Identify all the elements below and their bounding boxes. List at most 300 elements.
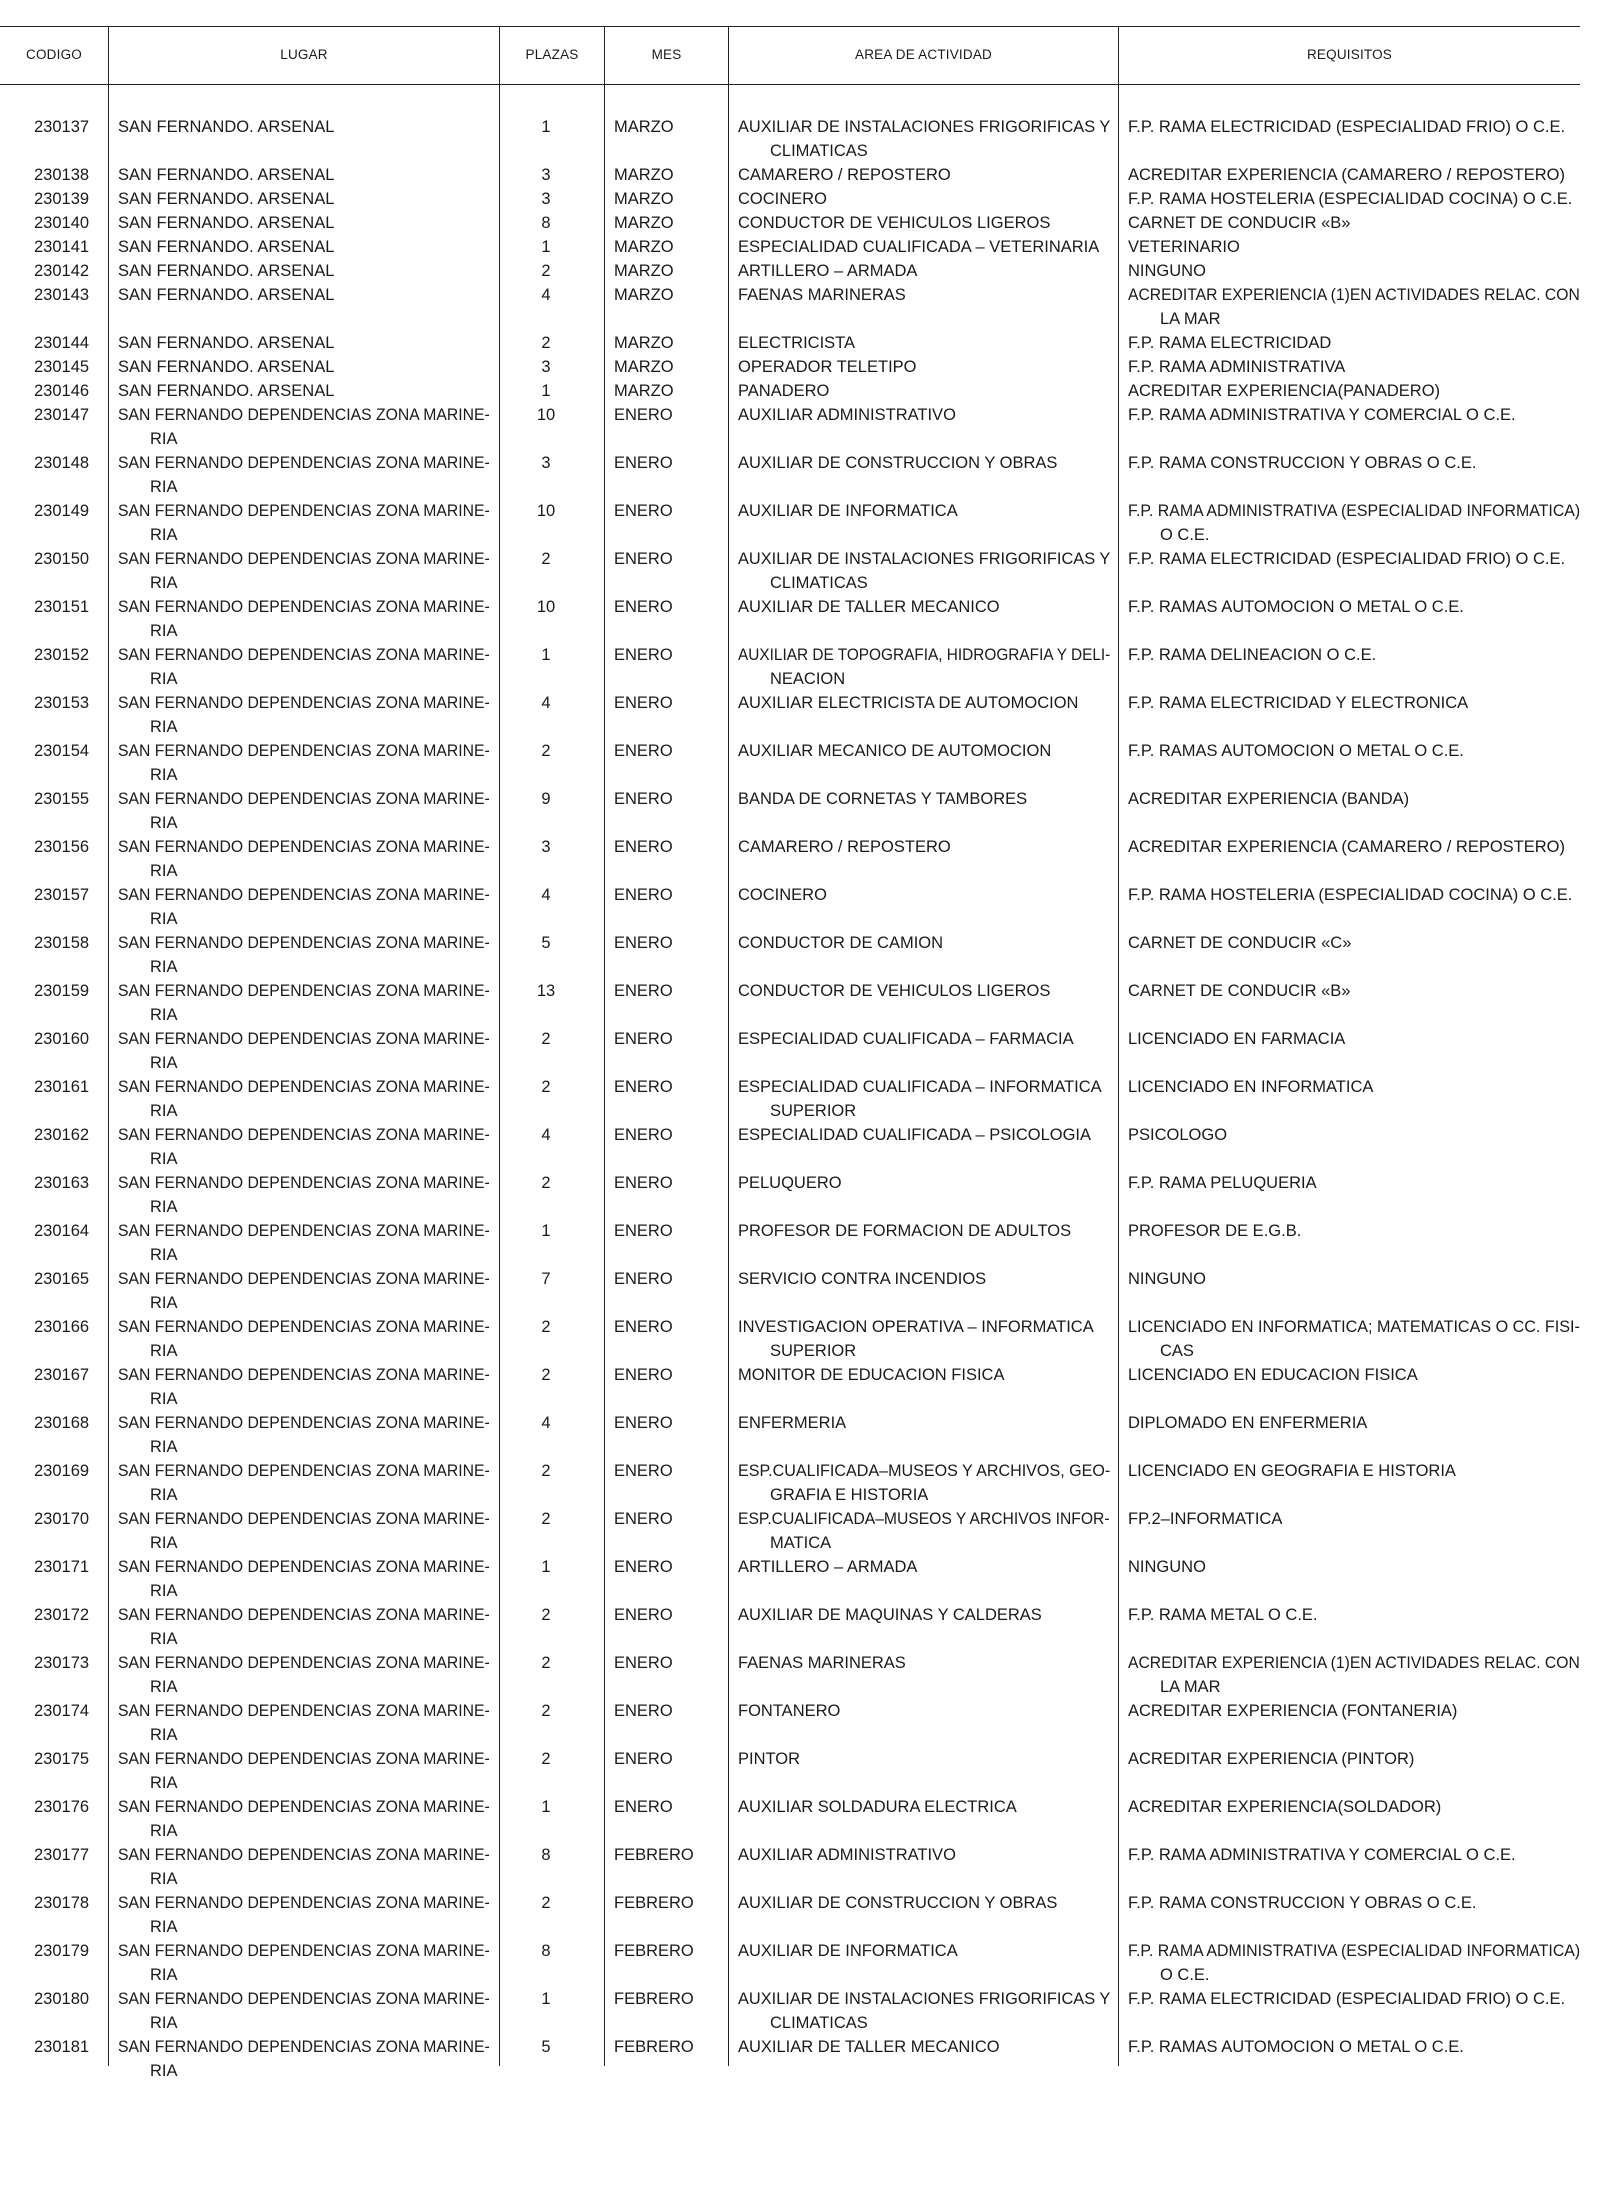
cell-lugar-line: RIA: [150, 2062, 178, 2080]
cell-mes: ENERO: [614, 1606, 673, 1624]
cell-lugar-line: RIA: [150, 1870, 178, 1888]
cell-lugar-line: RIA: [150, 1390, 178, 1408]
cell-codigo: 230140: [34, 214, 90, 232]
table-row: [0, 115, 1580, 163]
cell-lugar-line: RIA: [150, 1342, 178, 1360]
header-mes: MES: [651, 47, 682, 62]
cell-area: [738, 163, 1110, 187]
cell-requisitos: [1128, 1939, 1580, 1987]
cell-lugar-line: RIA: [150, 1150, 178, 1168]
cell-mes: MARZO: [614, 286, 674, 304]
cell-lugar-line: RIA: [150, 766, 178, 784]
cell-area-line: MONITOR DE EDUCACION FISICA: [738, 1366, 1005, 1384]
cell-codigo: 230152: [34, 646, 90, 664]
cell-codigo: 230155: [34, 790, 90, 808]
cell-lugar: [118, 451, 490, 499]
cell-codigo: 230154: [34, 742, 90, 760]
cell-area-line: ARTILLERO – ARMADA: [738, 1558, 918, 1576]
table-row: [0, 1267, 1580, 1315]
cell-codigo: 230171: [34, 1558, 90, 1576]
table-row: [0, 1411, 1580, 1459]
cell-area-line: ELECTRICISTA: [738, 334, 856, 352]
cell-mes: ENERO: [614, 1126, 673, 1144]
table-row: [0, 451, 1580, 499]
cell-area: [738, 235, 1110, 259]
cell-lugar: [118, 1651, 490, 1699]
cell-lugar-line: RIA: [150, 1486, 178, 1504]
header-lugar: LUGAR: [280, 47, 328, 62]
cell-area-line: INVESTIGACION OPERATIVA – INFORMATICA: [738, 1318, 1094, 1336]
cell-requisitos: [1128, 355, 1580, 379]
cell-mes: ENERO: [614, 1750, 673, 1768]
cell-lugar-line: SAN FERNANDO. ARSENAL: [118, 118, 335, 136]
cell-lugar-line: SAN FERNANDO DEPENDENCIAS ZONA MARINE-: [118, 1798, 490, 1816]
cell-requisitos: [1128, 1315, 1580, 1363]
cell-area: [738, 1939, 1110, 1963]
cell-lugar-line: SAN FERNANDO DEPENDENCIAS ZONA MARINE-: [118, 1318, 490, 1336]
cell-mes: ENERO: [614, 1174, 673, 1192]
cell-requisitos-line: DIPLOMADO EN ENFERMERIA: [1128, 1414, 1368, 1432]
table-row: [0, 379, 1580, 403]
table-row: [0, 1363, 1580, 1411]
cell-mes: ENERO: [614, 1702, 673, 1720]
cell-lugar: [118, 379, 490, 403]
header-area: AREA DE ACTIVIDAD: [855, 47, 992, 62]
cell-mes: MARZO: [614, 214, 674, 232]
cell-lugar-line: RIA: [150, 1630, 178, 1648]
cell-codigo: 230176: [34, 1798, 90, 1816]
cell-requisitos-line: LICENCIADO EN GEOGRAFIA E HISTORIA: [1128, 1462, 1456, 1480]
cell-requisitos: [1128, 1267, 1580, 1291]
cell-lugar-line: RIA: [150, 1534, 178, 1552]
cell-requisitos: [1128, 1219, 1580, 1243]
cell-lugar-line: SAN FERNANDO. ARSENAL: [118, 358, 335, 376]
cell-lugar: [118, 835, 490, 883]
cell-requisitos: [1128, 1795, 1580, 1819]
cell-lugar-line: SAN FERNANDO DEPENDENCIAS ZONA MARINE-: [118, 1222, 490, 1240]
cell-area: [738, 1363, 1110, 1387]
cell-requisitos: [1128, 1699, 1580, 1723]
cell-codigo: 230139: [34, 190, 90, 208]
cell-lugar: [118, 643, 490, 691]
cell-area-line: AUXILIAR ADMINISTRATIVO: [738, 1846, 956, 1864]
cell-area-line: COCINERO: [738, 886, 827, 904]
cell-lugar: [118, 1507, 490, 1555]
cell-area: [738, 1891, 1110, 1915]
cell-requisitos: [1128, 379, 1580, 403]
cell-requisitos-line: ACREDITAR EXPERIENCIA(SOLDADOR): [1128, 1798, 1442, 1816]
cell-plazas: 8: [541, 1846, 551, 1864]
cell-lugar-line: RIA: [150, 430, 178, 448]
cell-codigo: 230156: [34, 838, 90, 856]
cell-plazas: 5: [541, 2038, 551, 2056]
cell-requisitos-line: LA MAR: [1160, 1678, 1221, 1696]
cell-area: [738, 595, 1110, 619]
cell-plazas: 3: [541, 838, 551, 856]
cell-area: [738, 1027, 1110, 1051]
cell-lugar-line: SAN FERNANDO DEPENDENCIAS ZONA MARINE-: [118, 982, 490, 1000]
cell-lugar-line: SAN FERNANDO DEPENDENCIAS ZONA MARINE-: [118, 886, 490, 904]
cell-mes: MARZO: [614, 382, 674, 400]
cell-requisitos: [1128, 979, 1580, 1003]
cell-codigo: 230141: [34, 238, 90, 256]
cell-lugar-line: SAN FERNANDO. ARSENAL: [118, 262, 335, 280]
cell-lugar-line: SAN FERNANDO DEPENDENCIAS ZONA MARINE-: [118, 790, 490, 808]
cell-area: [738, 643, 1110, 691]
cell-requisitos-line: F.P. RAMA ELECTRICIDAD (ESPECIALIDAD FRIO) O C.E.: [1128, 1990, 1566, 2008]
cell-lugar-line: SAN FERNANDO DEPENDENCIAS ZONA MARINE-: [118, 1126, 490, 1144]
cell-plazas: 2: [541, 550, 551, 568]
cell-lugar: [118, 1555, 490, 1603]
cell-lugar: [118, 595, 490, 643]
cell-lugar: [118, 1027, 490, 1075]
cell-plazas: 13: [536, 982, 556, 1000]
cell-requisitos-line: ACREDITAR EXPERIENCIA (FONTANERIA): [1128, 1702, 1458, 1720]
table-row: [0, 1123, 1580, 1171]
table-row: [0, 931, 1580, 979]
cell-requisitos-line: VETERINARIO: [1128, 238, 1240, 256]
cell-lugar: [118, 283, 490, 307]
cell-mes: FEBRERO: [614, 2038, 694, 2056]
table-row: [0, 1507, 1580, 1555]
cell-plazas: 1: [541, 1222, 551, 1240]
cell-lugar: [118, 1747, 490, 1795]
cell-plazas: 3: [541, 454, 551, 472]
cell-mes: FEBRERO: [614, 1894, 694, 1912]
cell-lugar: [118, 1987, 490, 2035]
cell-area-line: GRAFIA E HISTORIA: [770, 1486, 929, 1504]
cell-requisitos: [1128, 259, 1580, 283]
cell-area-line: AUXILIAR ADMINISTRATIVO: [738, 406, 956, 424]
cell-lugar: [118, 1171, 490, 1219]
cell-requisitos-line: LICENCIADO EN INFORMATICA; MATEMATICAS O CC. FISI-: [1128, 1318, 1580, 1336]
cell-lugar-line: RIA: [150, 1006, 178, 1024]
cell-area-line: PANADERO: [738, 382, 830, 400]
cell-lugar-line: SAN FERNANDO. ARSENAL: [118, 286, 335, 304]
cell-requisitos-line: ACREDITAR EXPERIENCIA(PANADERO): [1128, 382, 1441, 400]
cell-requisitos-line: CARNET DE CONDUCIR «B»: [1128, 214, 1351, 232]
cell-plazas: 2: [541, 1510, 551, 1528]
cell-codigo: 230166: [34, 1318, 90, 1336]
cell-lugar: [118, 1267, 490, 1315]
cell-plazas: 3: [541, 358, 551, 376]
cell-lugar: [118, 1075, 490, 1123]
cell-lugar: [118, 979, 490, 1027]
cell-area: [738, 691, 1110, 715]
cell-mes: ENERO: [614, 934, 673, 952]
cell-lugar-line: SAN FERNANDO DEPENDENCIAS ZONA MARINE-: [118, 1558, 490, 1576]
cell-lugar-line: SAN FERNANDO DEPENDENCIAS ZONA MARINE-: [118, 838, 490, 856]
cell-plazas: 7: [541, 1270, 551, 1288]
cell-area: [738, 499, 1110, 523]
cell-mes: ENERO: [614, 1078, 673, 1096]
cell-codigo: 230167: [34, 1366, 90, 1384]
cell-lugar-line: SAN FERNANDO DEPENDENCIAS ZONA MARINE-: [118, 1366, 490, 1384]
cell-area: [738, 115, 1110, 163]
cell-requisitos-line: LICENCIADO EN INFORMATICA: [1128, 1078, 1374, 1096]
cell-requisitos-line: CARNET DE CONDUCIR «C»: [1128, 934, 1352, 952]
cell-requisitos: [1128, 691, 1580, 715]
cell-plazas: 4: [541, 886, 551, 904]
cell-lugar-line: RIA: [150, 718, 178, 736]
table-row: [0, 499, 1580, 547]
table-row: [0, 2035, 1580, 2083]
cell-area-line: AUXILIAR DE TALLER MECANICO: [738, 598, 1000, 616]
cell-codigo: 230150: [34, 550, 90, 568]
cell-area-line: CLIMATICAS: [770, 142, 868, 160]
table-row: [0, 1939, 1580, 1987]
cell-area: [738, 931, 1110, 955]
table-row: [0, 1843, 1580, 1891]
table-row: [0, 1699, 1580, 1747]
table-body: [0, 115, 1580, 2083]
cell-codigo: 230147: [34, 406, 90, 424]
cell-lugar: [118, 235, 490, 259]
cell-plazas: 8: [541, 1942, 551, 1960]
cell-codigo: 230158: [34, 934, 90, 952]
cell-mes: ENERO: [614, 1558, 673, 1576]
cell-area-line: ESP.CUALIFICADA–MUSEOS Y ARCHIVOS, GEO-: [738, 1462, 1111, 1480]
cell-codigo: 230169: [34, 1462, 90, 1480]
cell-lugar-line: SAN FERNANDO DEPENDENCIAS ZONA MARINE-: [118, 550, 490, 568]
cell-mes: MARZO: [614, 166, 674, 184]
cell-plazas: 2: [541, 1702, 551, 1720]
cell-area-line: PELUQUERO: [738, 1174, 842, 1192]
cell-area-line: AUXILIAR DE TOPOGRAFIA, HIDROGRAFIA Y DELI-: [738, 646, 1111, 664]
cell-requisitos: [1128, 931, 1580, 955]
cell-plazas: 2: [541, 1750, 551, 1768]
cell-requisitos-line: F.P. RAMA HOSTELERIA (ESPECIALIDAD COCINA) O C.E.: [1128, 190, 1573, 208]
cell-lugar-line: RIA: [150, 1198, 178, 1216]
cell-area: [738, 1459, 1110, 1507]
cell-lugar: [118, 547, 490, 595]
cell-codigo: 230143: [34, 286, 90, 304]
cell-mes: ENERO: [614, 982, 673, 1000]
cell-area-line: ESPECIALIDAD CUALIFICADA – VETERINARIA: [738, 238, 1100, 256]
cell-codigo: 230146: [34, 382, 90, 400]
cell-lugar: [118, 787, 490, 835]
table-row: [0, 1603, 1580, 1651]
cell-requisitos: [1128, 451, 1580, 475]
cell-mes: ENERO: [614, 742, 673, 760]
cell-plazas: 10: [536, 502, 556, 520]
cell-plazas: 2: [541, 1654, 551, 1672]
cell-mes: ENERO: [614, 1510, 673, 1528]
table-row: [0, 163, 1580, 187]
cell-lugar: [118, 187, 490, 211]
cell-requisitos-line: F.P. RAMA ADMINISTRATIVA: [1128, 358, 1346, 376]
cell-requisitos-line: NINGUNO: [1128, 1270, 1206, 1288]
table-row: [0, 1075, 1580, 1123]
table-row: [0, 1891, 1580, 1939]
cell-requisitos-line: F.P. RAMA PELUQUERIA: [1128, 1174, 1317, 1192]
table-row: [0, 235, 1580, 259]
cell-lugar-line: SAN FERNANDO DEPENDENCIAS ZONA MARINE-: [118, 1894, 490, 1912]
cell-plazas: 8: [541, 214, 551, 232]
cell-plazas: 2: [541, 1366, 551, 1384]
table-row: [0, 403, 1580, 451]
cell-lugar-line: SAN FERNANDO DEPENDENCIAS ZONA MARINE-: [118, 1078, 490, 1096]
cell-requisitos-line: F.P. RAMA DELINEACION O C.E.: [1128, 646, 1377, 664]
cell-requisitos: [1128, 163, 1580, 187]
cell-plazas: 1: [541, 1558, 551, 1576]
table-row: [0, 1555, 1580, 1603]
cell-area-line: AUXILIAR DE INSTALACIONES FRIGORIFICAS Y: [738, 550, 1111, 568]
cell-mes: ENERO: [614, 454, 673, 472]
cell-area-line: ESPECIALIDAD CUALIFICADA – INFORMATICA: [738, 1078, 1102, 1096]
cell-codigo: 230163: [34, 1174, 90, 1192]
header-codigo: CODIGO: [26, 47, 82, 62]
cell-lugar-line: RIA: [150, 1726, 178, 1744]
cell-lugar: [118, 1459, 490, 1507]
cell-requisitos-line: ACREDITAR EXPERIENCIA (1)EN ACTIVIDADES RELAC. CON: [1128, 1654, 1580, 1672]
cell-area-line: FONTANERO: [738, 1702, 841, 1720]
cell-codigo: 230172: [34, 1606, 90, 1624]
cell-plazas: 2: [541, 1462, 551, 1480]
cell-lugar: [118, 883, 490, 931]
table-row: [0, 1747, 1580, 1795]
cell-requisitos: [1128, 331, 1580, 355]
cell-lugar: [118, 1411, 490, 1459]
table-row: [0, 1459, 1580, 1507]
cell-requisitos-line: F.P. RAMAS AUTOMOCION O METAL O C.E.: [1128, 598, 1464, 616]
cell-codigo: 230159: [34, 982, 90, 1000]
cell-lugar-line: SAN FERNANDO. ARSENAL: [118, 334, 335, 352]
cell-requisitos: [1128, 883, 1580, 907]
cell-plazas: 2: [541, 1894, 551, 1912]
cell-area-line: NEACION: [770, 670, 846, 688]
cell-lugar-line: SAN FERNANDO DEPENDENCIAS ZONA MARINE-: [118, 2038, 490, 2056]
cell-area: [738, 283, 1110, 307]
cell-area: [738, 379, 1110, 403]
cell-lugar: [118, 739, 490, 787]
cell-requisitos: [1128, 499, 1580, 547]
cell-area: [738, 451, 1110, 475]
cell-codigo: 230181: [34, 2038, 90, 2056]
cell-area-line: CONDUCTOR DE VEHICULOS LIGEROS: [738, 982, 1051, 1000]
cell-plazas: 2: [541, 262, 551, 280]
cell-area-line: AUXILIAR ELECTRICISTA DE AUTOMOCION: [738, 694, 1079, 712]
cell-requisitos-line: CAS: [1160, 1342, 1194, 1360]
cell-lugar-line: SAN FERNANDO. ARSENAL: [118, 382, 335, 400]
cell-plazas: 9: [541, 790, 551, 808]
cell-mes: ENERO: [614, 886, 673, 904]
cell-requisitos-line: LICENCIADO EN EDUCACION FISICA: [1128, 1366, 1418, 1384]
cell-plazas: 2: [541, 742, 551, 760]
cell-requisitos-line: LA MAR: [1160, 310, 1221, 328]
cell-lugar-line: RIA: [150, 958, 178, 976]
cell-requisitos: [1128, 1411, 1580, 1435]
cell-mes: ENERO: [614, 1462, 673, 1480]
cell-area: [738, 187, 1110, 211]
cell-codigo: 230153: [34, 694, 90, 712]
cell-codigo: 230178: [34, 1894, 90, 1912]
cell-codigo: 230177: [34, 1846, 90, 1864]
cell-lugar: [118, 1843, 490, 1891]
cell-requisitos-line: LICENCIADO EN FARMACIA: [1128, 1030, 1346, 1048]
cell-area: [738, 1555, 1110, 1579]
cell-requisitos: [1128, 1651, 1580, 1699]
cell-requisitos: [1128, 1507, 1580, 1531]
cell-requisitos-line: CARNET DE CONDUCIR «B»: [1128, 982, 1351, 1000]
cell-lugar-line: RIA: [150, 1966, 178, 1984]
cell-requisitos: [1128, 1027, 1580, 1051]
cell-mes: ENERO: [614, 550, 673, 568]
cell-lugar-line: SAN FERNANDO DEPENDENCIAS ZONA MARINE-: [118, 934, 490, 952]
cell-lugar-line: SAN FERNANDO. ARSENAL: [118, 190, 335, 208]
table-row: [0, 739, 1580, 787]
cell-lugar-line: RIA: [150, 1774, 178, 1792]
cell-area-line: AUXILIAR DE TALLER MECANICO: [738, 2038, 1000, 2056]
cell-lugar-line: RIA: [150, 1054, 178, 1072]
cell-area: [738, 355, 1110, 379]
cell-lugar-line: SAN FERNANDO DEPENDENCIAS ZONA MARINE-: [118, 742, 490, 760]
header-bottom-rule: [0, 84, 1580, 85]
cell-lugar: [118, 115, 490, 139]
cell-requisitos: [1128, 187, 1580, 211]
cell-mes: ENERO: [614, 1318, 673, 1336]
table-row: [0, 595, 1580, 643]
cell-mes: ENERO: [614, 406, 673, 424]
cell-area-line: CLIMATICAS: [770, 574, 868, 592]
cell-area: [738, 1603, 1110, 1627]
cell-area: [738, 1651, 1110, 1675]
cell-requisitos-line: F.P. RAMA CONSTRUCCION Y OBRAS O C.E.: [1128, 1894, 1477, 1912]
cell-area: [738, 331, 1110, 355]
table-row: [0, 259, 1580, 283]
cell-lugar-line: SAN FERNANDO. ARSENAL: [118, 238, 335, 256]
cell-requisitos: [1128, 835, 1580, 859]
cell-requisitos-line: FP.2–INFORMATICA: [1128, 1510, 1283, 1528]
cell-lugar: [118, 403, 490, 451]
table-row: [0, 355, 1580, 379]
cell-codigo: 230173: [34, 1654, 90, 1672]
cell-codigo: 230179: [34, 1942, 90, 1960]
cell-codigo: 230161: [34, 1078, 90, 1096]
cell-area: [738, 259, 1110, 283]
cell-area-line: AUXILIAR SOLDADURA ELECTRICA: [738, 1798, 1017, 1816]
cell-area-line: SUPERIOR: [770, 1102, 857, 1120]
cell-area-line: AUXILIAR DE INSTALACIONES FRIGORIFICAS Y: [738, 1990, 1111, 2008]
table-row: [0, 331, 1580, 355]
cell-plazas: 4: [541, 1126, 551, 1144]
cell-lugar-line: RIA: [150, 526, 178, 544]
cell-lugar-line: SAN FERNANDO DEPENDENCIAS ZONA MARINE-: [118, 1270, 490, 1288]
table-row: [0, 835, 1580, 883]
cell-requisitos: [1128, 1075, 1580, 1099]
cell-area-line: CAMARERO / REPOSTERO: [738, 838, 951, 856]
header-requisitos: REQUISITOS: [1306, 47, 1393, 62]
cell-lugar-line: SAN FERNANDO DEPENDENCIAS ZONA MARINE-: [118, 1702, 490, 1720]
cell-area-line: ESP.CUALIFICADA–MUSEOS Y ARCHIVOS INFOR-: [738, 1510, 1110, 1528]
cell-requisitos-line: NINGUNO: [1128, 262, 1206, 280]
cell-lugar-line: SAN FERNANDO. ARSENAL: [118, 214, 335, 232]
cell-codigo: 230138: [34, 166, 90, 184]
cell-area: [738, 1795, 1110, 1819]
cell-lugar-line: SAN FERNANDO DEPENDENCIAS ZONA MARINE-: [118, 694, 490, 712]
cell-area: [738, 1075, 1110, 1123]
cell-requisitos: [1128, 1843, 1580, 1867]
cell-codigo: 230148: [34, 454, 90, 472]
cell-requisitos: [1128, 739, 1580, 763]
cell-requisitos: [1128, 235, 1580, 259]
cell-area-line: FAENAS MARINERAS: [738, 286, 906, 304]
cell-area-line: AUXILIAR DE INSTALACIONES FRIGORIFICAS Y: [738, 118, 1111, 136]
cell-area-line: ESPECIALIDAD CUALIFICADA – PSICOLOGIA: [738, 1126, 1092, 1144]
cell-codigo: 230145: [34, 358, 90, 376]
cell-area-line: FAENAS MARINERAS: [738, 1654, 906, 1672]
cell-codigo: 230137: [34, 118, 90, 136]
